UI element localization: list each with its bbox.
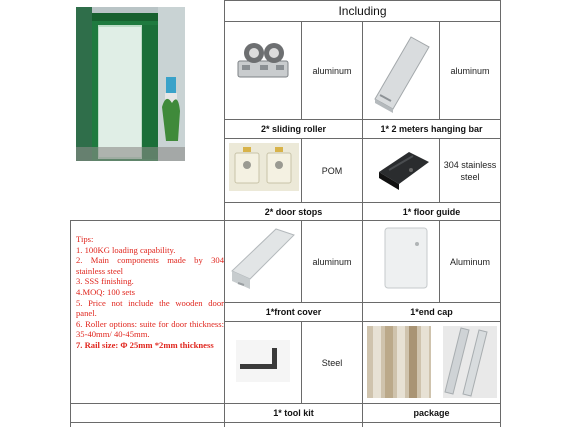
item-caption bbox=[225, 120, 362, 138]
material-text: 304 stainless steel bbox=[443, 159, 497, 182]
tool-kit-image bbox=[236, 340, 290, 382]
hanging-bar-image bbox=[371, 33, 433, 113]
item-caption bbox=[363, 404, 500, 422]
material-text: Steel bbox=[321, 357, 343, 368]
door-stops-image bbox=[229, 143, 299, 191]
material-text: aluminum bbox=[450, 65, 490, 76]
tip-line: 2. Main components made by 304 stainless steel bbox=[76, 255, 224, 276]
tip-line: 1. 100KG loading capability. bbox=[76, 244, 176, 255]
door-photo bbox=[76, 7, 185, 161]
caption-text: 2* door stops bbox=[264, 206, 323, 217]
material-label bbox=[440, 221, 500, 302]
caption-text: 2* sliding roller bbox=[260, 124, 327, 134]
material-label bbox=[302, 221, 362, 302]
header-title: Including bbox=[338, 4, 387, 18]
material-text: POM bbox=[321, 165, 343, 176]
caption-text: 1*front cover bbox=[265, 307, 322, 317]
material-text: aluminum bbox=[312, 65, 352, 76]
rule bbox=[70, 220, 500, 221]
caption-text: 1* tool kit bbox=[273, 408, 314, 418]
caption-text: 1* 2 meters hanging bar bbox=[380, 124, 483, 134]
caption-text: package bbox=[413, 408, 450, 418]
item-caption bbox=[225, 303, 362, 321]
tip-line: 5. Price not include the wooden door panel. bbox=[76, 297, 224, 319]
material-label bbox=[302, 22, 362, 119]
front-cover-image bbox=[230, 227, 296, 293]
tip-line: 4.MOQ: 100 sets bbox=[76, 286, 135, 297]
floor-guide-image bbox=[375, 148, 433, 192]
item-caption bbox=[363, 120, 500, 138]
rule bbox=[70, 422, 500, 423]
material-label bbox=[440, 139, 500, 202]
tips-title: Tips: bbox=[76, 234, 94, 244]
tip-line: 7. Rail size: Φ 25mm *2mm thickness bbox=[76, 339, 214, 350]
tips-block bbox=[76, 234, 224, 351]
item-caption bbox=[225, 203, 362, 220]
caption-text: 1* floor guide bbox=[402, 206, 461, 217]
item-caption bbox=[363, 303, 500, 321]
item-caption bbox=[363, 203, 500, 220]
material-label bbox=[440, 22, 500, 119]
rule bbox=[500, 0, 501, 427]
package-image-2 bbox=[443, 326, 497, 398]
material-label bbox=[302, 322, 362, 403]
sliding-roller-image bbox=[232, 37, 294, 87]
caption-text: 1*end cap bbox=[410, 307, 453, 317]
end-cap-image bbox=[383, 226, 429, 290]
material-text: Aluminum bbox=[449, 256, 490, 267]
tip-line: 6. Roller options: suite for door thickness: 35-40mm/ 40-45mm. bbox=[76, 318, 224, 340]
table-header bbox=[225, 1, 500, 21]
item-caption bbox=[225, 404, 362, 422]
tip-line: 3. SSS finishing. bbox=[76, 276, 134, 287]
material-text: aluminum bbox=[312, 256, 352, 267]
rule bbox=[70, 220, 71, 427]
package-image-1 bbox=[367, 326, 431, 398]
material-label bbox=[302, 139, 362, 202]
